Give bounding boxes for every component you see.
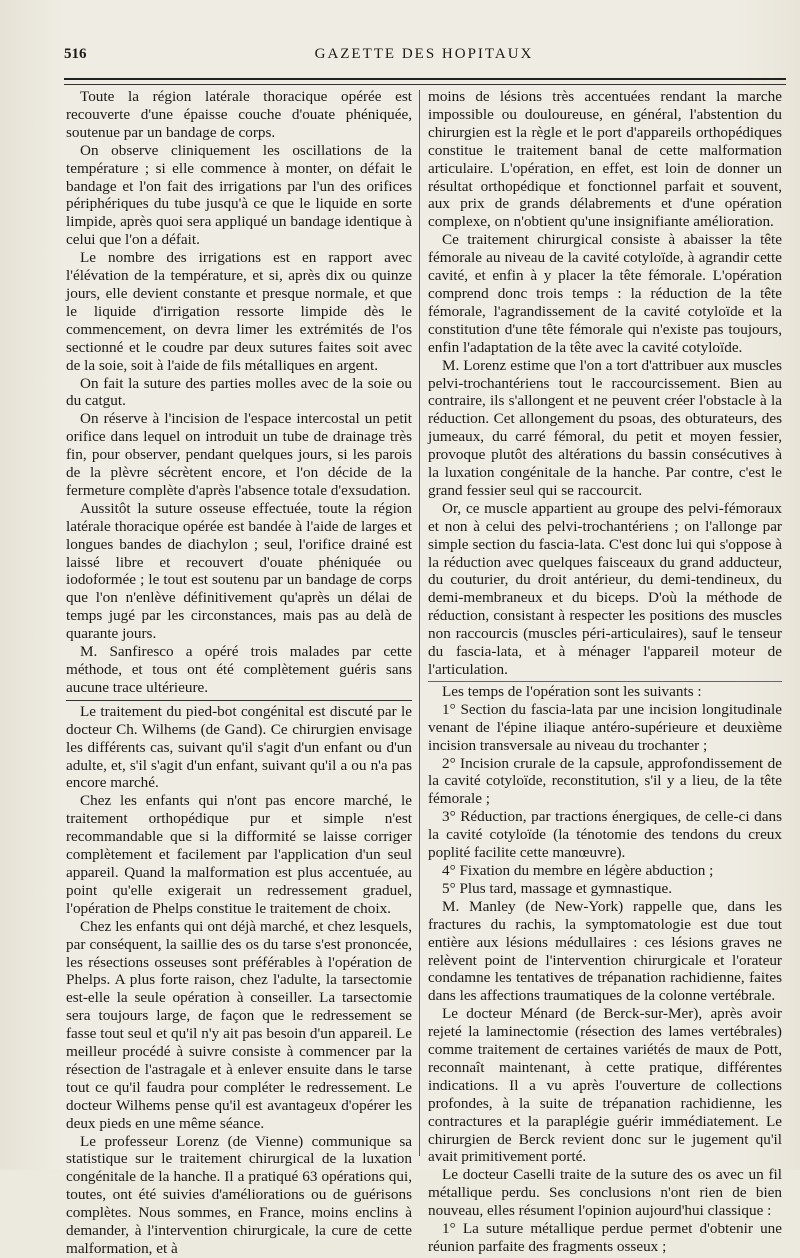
paragraph: moins de lésions très accentuées rendant la marche impossible ou douloureuse, en général, l'abstention du chirurgien est la règle et le port d'appareils orthopédiques constitue le traitement banal de cette malformation articulaire. L'opération, en effet, est loin de donner un résultat orthopédique et fonctionnel parfait et souvent, aux prix de grands délabrements et d'une opération complexe, on n'obtient qu'une insignifiante amélioration.: [428, 88, 782, 231]
paragraph: Les temps de l'opération sont les suivants :: [442, 682, 702, 700]
list-item: 2° Incision crurale de la capsule, approfondissement de la cavité cotyloïde, reconstitution, s'il y a lieu, de la tête fémorale ;: [428, 754, 782, 808]
header-rule-thin: [64, 84, 786, 85]
paragraph: M. Lorenz estime que l'on a tort d'attribuer aux muscles pelvi-trochantériens tout le raccourcissement. Bien au contraire, ils s'allongent et ne peuvent créer l'obstacle à la réduction. Cet allongement du psoas, des obturateurs, des jumeaux, du carré fémoral, du petit et moyen fessier, provoque plutôt des altérations du bassin consécutives à la luxation congénitale de la hanche. Par contre, c'est le grand fessier seul qui se raccourcit.: [428, 356, 782, 499]
paragraph: Le nombre des irrigations est en rapport avec l'élévation de la température, et si, après dix ou quinze jours, elle devient constante et presque normale, et que le liquide d'irrigation ressorte limpide dès le commencement, on devra limer les extrémités de l'os sectionné et le coudre par deux sutures faites soit avec de la soie, soit à l'aide de fils métalliques en argent.: [66, 249, 412, 374]
list-item: 5° Plus tard, massage et gymnastique.: [442, 879, 673, 897]
section-divider: [66, 700, 412, 701]
paragraph: On observe cliniquement les oscillations de la température ; si elle commence à monter, on défait le bandage et l'on fait des irrigations par l'un des orifices périphériques du tube jusqu'à ce que le liquide en sorte limpide, après quoi sera appliqué un bandage identique à celui que l'on a défait.: [66, 141, 412, 249]
paragraph: Ce traitement chirurgical consiste à abaisser la tête fémorale au niveau de la cavité cotyloïde, à agrandir cette cavité, et enfin à y placer la tête fémorale. L'opération comprend donc trois temps : la réduction de la tête fémorale, l'agrandissement de la cavité cotyloïde et la constitution d'une tête fémorale qui n'existe pas toujours, enfin l'adaptation de la tête avec la cavité cotyloïde.: [428, 231, 782, 356]
page-number: 516: [64, 46, 87, 62]
paragraph: Aussitôt la suture osseuse effectuée, toute la région latérale thoracique opérée est bandée à l'aide de larges et longues bandes de diachylon ; seul, l'orifice drainé est laissé libre et recouvert d'ouate phéniquée ou iodoformée ; le tout est soutenu par un bandage de corps que l'on n'enlève définitivement qu'après un délai de temps jugé par les circonstances, mais pas au delà de quarante jours.: [66, 499, 412, 643]
paragraph: M. Sanfiresco a opéré trois malades par cette méthode, et tous ont été complètement guéris sans aucune trace ultérieure.: [66, 643, 412, 696]
list-item: 1° Section du fascia-lata par une incision longitudinale venant de l'épine iliaque antéro-supérieure et deuxième incision transversale au niveau du trochanter ;: [428, 700, 782, 754]
paragraph: On fait la suture des parties molles avec de la soie ou du catgut.: [66, 374, 412, 410]
header-rule-thick: [64, 78, 786, 80]
left-column: [66, 88, 412, 1257]
column-separator: [419, 90, 420, 1156]
paragraph: Le traitement du pied-bot congénital est discuté par le docteur Ch. Wilhems (de Gand). Ce chirurgien envisage les différents cas, suivant qu'il s'agit d'un enfant ou d'un adulte, et, s'il s'agit d'un enfant, suivant qu'il a ou n'a pas encore marché.: [66, 702, 412, 792]
list-item: 1° La suture métallique perdue permet d'obtenir une réunion parfaite des fragments osseux ;: [428, 1220, 782, 1255]
paragraph: Chez les enfants qui ont déjà marché, et chez lesquels, par conséquent, la saillie des os du tarse s'est prononcée, les résections osseuses sont préférables à l'opération de Phelps. A plus forte raison, chez l'adulte, la tarsectomie est-elle la seule opération à conseiller. La tarsectomie sera toujours large, de façon que le redressement se fasse tout seul et qu'il n'y ait pas besoin d'un appareil. Le meilleur procédé à suivre consiste à commencer par la résection de l'astragale et à enlever ensuite dans le tarse tout ce qu'il faudra pour compléter le redressement. Le docteur Wilhems pense qu'il est avantageux d'opérer les deux pieds en une même séance.: [66, 917, 412, 1132]
section-divider: [428, 681, 782, 682]
paragraph: Le docteur Caselli traite de la suture des os avec un fil métallique perdu. Ses conclusions n'ont rien de bien nouveau, elles résument l'opinion aujourd'hui classique :: [428, 1166, 782, 1220]
list-item: 4° Fixation du membre en légère abduction ;: [442, 861, 714, 879]
paragraph: Le docteur Ménard (de Berck-sur-Mer), après avoir rejeté la laminectomie (résection des lames vertébrales) comme traitement de certaines variétés de maux de Pott, reconnaît maintenant, à cette pratique, différentes indications. Il a vu après l'ouverture de collections profondes, à la suite de trépanation rachidienne, les contractures et la paraplégie guérir immédiatement. Le chirurgien de Berck revient donc sur le jugement qu'il avait primitivement porté.: [428, 1005, 782, 1166]
paragraph: On réserve à l'incision de l'espace intercostal un petit orifice dans lequel on introduit un tube de drainage très fin, pour observer, pendant quelques jours, si les parois de la plèvre sécrètent encore, et l'on décide de la fermeture complète d'après l'absence totale d'exsudation.: [66, 410, 412, 499]
paragraph: Le professeur Lorenz (de Vienne) communique sa statistique sur le traitement chirurgical de la luxation congénitale de la hanche. Il a pratiqué 63 opérations qui, toutes, ont été suivies d'améliorations ou de guérisons complètes. Nous sommes, en France, moins enclins à demander, à l'intervention chirurgicale, la cure de cette malformation, et à: [66, 1132, 412, 1257]
journal-title: GAZETTE DES HOPITAUX: [314, 46, 534, 62]
list-item: 3° Réduction, par tractions énergiques, de celle-ci dans la cavité cotyloïde (la ténotomie des tendons du creux poplité facilite cette manœuvre).: [428, 808, 782, 862]
paragraph: Chez les enfants qui n'ont pas encore marché, le traitement orthopédique pur et simple n'est recommandable que si la difformité se laisse corriger complètement et facilement par l'application d'un seul appareil. Quand la malformation est plus accentuée, au point qu'elle exigerait un redressement graduel, l'opération de Phelps constitue le traitement de choix.: [66, 792, 412, 917]
paragraph: Toute la région latérale thoracique opérée est recouverte d'une épaisse couche d'ouate phéniquée, soutenue par un bandage de corps.: [66, 88, 412, 141]
page-header: [64, 46, 784, 70]
paragraph: Or, ce muscle appartient au groupe des pelvi-fémoraux et non à celui des pelvi-trochantériens ; on l'allonge par simple section du fascia-lata. C'est donc lui qui s'oppose à la réduction avec quelques faisceaux du grand adducteur, du couturier, du droit antérieur, du demi-tendineux, du demi-membraneux et du biceps. D'où la méthode de réduction, consistant à respecter les positions des muscles non raccourcis (muscles péri-articulaires), sauf le tenseur du fascia-lata, et à ménager l'appareil moteur de l'articulation.: [428, 499, 782, 678]
right-column: [428, 88, 782, 1255]
paragraph: M. Manley (de New-York) rappelle que, dans les fractures du rachis, la symptomatologie est due tout entière aux lésions médullaires : ces lésions graves ne relèvent point de l'intervention chirurgicale et l'orateur condamne les tentatives de trépanation rachidienne, faites dans les affections traumatiques de la colonne vertébrale.: [428, 897, 782, 1005]
